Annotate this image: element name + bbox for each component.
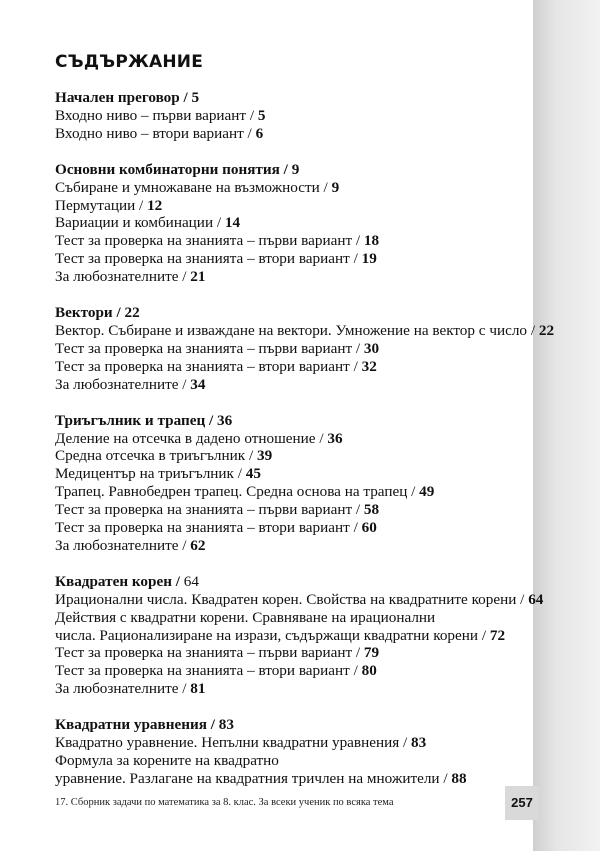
toc-entry-text: За любознателните (55, 268, 179, 286)
toc-entry-text: Тест за проверка на знанията – първи вариант (55, 501, 353, 519)
toc-entry-text: Тест за проверка на знанията – първи вариант (55, 339, 353, 357)
toc-entry-page: 62 (190, 536, 206, 554)
toc-entry-text: Тест за проверка на знанията – втори вариант (55, 519, 350, 537)
toc-entry-page: 60 (361, 519, 377, 537)
separator: / (439, 769, 452, 787)
toc-entry-page: 45 (245, 465, 261, 483)
section-title-line (55, 573, 555, 591)
toc-entry-text: Тест за проверка на знанията – втори вариант (55, 357, 350, 375)
separator: / (171, 572, 184, 590)
toc-entry-text: Ирационални числа. Квадратен корен. Свойства на квадратните корени (55, 590, 517, 608)
toc-entry (55, 447, 555, 465)
toc-entry-page: 72 (489, 626, 506, 644)
section-page-number: 83 (218, 716, 234, 734)
separator: / (246, 106, 258, 124)
toc-entry-text: Формула за корените на квадратно (55, 752, 279, 769)
section-title: Основни комбинаторни понятия (55, 160, 280, 178)
separator: / (112, 304, 125, 322)
toc-entry (55, 680, 555, 698)
toc-entry-text: Събиране и умножаване на възможности (55, 178, 320, 196)
section-page-number: 9 (291, 160, 300, 178)
separator: / (279, 160, 292, 178)
toc-entry-text: Трапец. Равнобедрен трапец. Средна основа на трапец (55, 483, 408, 501)
separator: / (478, 626, 490, 644)
separator: / (315, 429, 328, 447)
toc-entry-page: 88 (451, 769, 467, 787)
toc-entry (55, 197, 555, 215)
toc-entry-page: 12 (147, 196, 163, 214)
toc-entry-page: 81 (190, 680, 206, 698)
toc-entry-page: 36 (327, 429, 343, 447)
toc-entry (55, 501, 555, 519)
toc-entry (55, 644, 555, 662)
toc-entry-page: 14 (224, 214, 241, 232)
toc-entry-text: За любознателните (55, 680, 179, 698)
toc-entry-text: Тест за проверка на знанията – втори вариант (55, 662, 350, 680)
section-title: Квадратен корен (55, 572, 172, 590)
section-page-number: 22 (124, 304, 140, 322)
toc-entry-page: 83 (411, 734, 427, 752)
toc-entry (55, 465, 555, 483)
toc-entry-page: 32 (361, 357, 377, 375)
toc-section (55, 716, 555, 788)
separator: / (516, 590, 529, 608)
toc-entry (55, 519, 555, 537)
section-page-number: 5 (191, 89, 200, 106)
section-title-line (55, 412, 555, 430)
separator: / (178, 680, 191, 698)
toc-entry (55, 107, 555, 125)
separator: / (407, 483, 420, 501)
separator: / (352, 501, 364, 519)
toc-entry (55, 232, 555, 250)
toc-entry-text: За любознателните (55, 536, 179, 554)
page-title: СЪДЪРЖАНИЕ (55, 52, 204, 72)
section-title-line (55, 716, 555, 734)
toc-entry-page: 9 (331, 178, 340, 196)
toc-entry-text: Пермутации (55, 196, 136, 214)
toc-entry (55, 340, 555, 358)
separator: / (178, 536, 191, 554)
toc-entry (55, 537, 555, 555)
toc-entry (55, 268, 555, 286)
toc-entry-text: Деление на отсечка в дадено отношение (55, 429, 316, 447)
separator: / (527, 321, 539, 339)
toc-entry-text: Тест за проверка на знанията – първи вариант (55, 644, 353, 662)
section-title-line (55, 161, 555, 179)
separator: / (233, 465, 246, 483)
toc-entry (55, 483, 555, 501)
section-page-number: 64 (183, 572, 199, 590)
toc-section (55, 89, 555, 143)
toc-entry (55, 322, 555, 340)
toc-entry-page: 58 (363, 501, 380, 519)
page-number: 257 (511, 795, 533, 810)
toc-entry-text: Входно ниво – втори вариант (55, 124, 244, 142)
toc-entry (55, 376, 555, 394)
separator: / (349, 357, 362, 375)
section-title: Начален преговор (55, 89, 180, 106)
section-title: Квадратни уравнения (55, 716, 207, 734)
toc-entry-page: 80 (361, 662, 377, 680)
toc-section (55, 412, 555, 555)
table-of-contents (55, 89, 555, 806)
toc-entry (55, 214, 555, 232)
separator: / (205, 411, 218, 429)
toc-entry (55, 179, 555, 197)
toc-entry-page: 18 (363, 232, 380, 250)
toc-entry-text: уравнение. Разлагане на квадратния тричлен на множители (55, 769, 440, 787)
footer-text: 17. Сборник задачи по математика за 8. клас. За всеки ученик по всяка тема (55, 797, 394, 808)
separator: / (179, 89, 192, 106)
toc-entry (55, 591, 555, 609)
separator: / (178, 375, 191, 393)
toc-entry-text: Вариации и комбинации (55, 214, 214, 232)
toc-entry-page: 39 (256, 447, 273, 465)
toc-entry-text: Действия с квадратни корени. Сравняване на ирационални (55, 608, 436, 626)
separator: / (349, 519, 362, 537)
toc-entry-text: Средна отсечка в триъгълник (55, 447, 246, 465)
toc-entry-text: числа. Рационализиране на изрази, съдържащи квадратни корени (55, 626, 479, 644)
toc-entry (55, 430, 555, 448)
separator: / (319, 178, 332, 196)
toc-entry (55, 770, 555, 788)
toc-section (55, 304, 555, 394)
toc-entry-text: Медицентър на триъгълник (55, 465, 234, 483)
toc-entry (55, 627, 555, 645)
toc-entry-page: 22 (538, 321, 555, 339)
section-page-number: 36 (217, 411, 233, 429)
separator: / (178, 268, 191, 286)
toc-entry (55, 609, 555, 627)
toc-entry (55, 734, 555, 752)
separator: / (243, 124, 256, 142)
toc-entry-text: Тест за проверка на знанията – първи вариант (55, 232, 353, 250)
toc-entry-page: 21 (190, 268, 206, 286)
toc-section (55, 161, 555, 286)
toc-entry (55, 125, 555, 143)
separator: / (352, 339, 364, 357)
section-title: Триъгълник и трапец (55, 411, 206, 429)
toc-entry-page: 6 (255, 124, 264, 142)
toc-entry-text: Вектор. Събиране и изваждане на вектори. Умножение на вектор с число (55, 321, 528, 339)
toc-entry (55, 250, 555, 268)
toc-entry (55, 752, 555, 770)
toc-entry-text: Тест за проверка на знанията – втори вариант (55, 250, 350, 268)
separator: / (245, 447, 257, 465)
toc-entry-page: 19 (361, 250, 377, 268)
section-title-line (55, 304, 555, 322)
separator: / (349, 250, 362, 268)
toc-entry-page: 30 (363, 339, 380, 357)
separator: / (213, 214, 225, 232)
toc-entry-page: 5 (257, 106, 266, 124)
separator: / (206, 716, 219, 734)
section-title: Вектори (55, 304, 113, 322)
toc-entry-page: 49 (419, 483, 435, 501)
separator: / (135, 196, 148, 214)
section-title-line (55, 89, 555, 107)
toc-section (55, 573, 555, 698)
toc-entry-page: 34 (190, 375, 206, 393)
separator: / (352, 644, 364, 662)
toc-entry-page: 79 (363, 644, 380, 662)
toc-entry-text: Квадратно уравнение. Непълни квадратни уравнения (55, 734, 400, 752)
toc-entry-text: Входно ниво – първи вариант (55, 106, 247, 124)
toc-entry (55, 358, 555, 376)
separator: / (349, 662, 362, 680)
separator: / (399, 734, 412, 752)
toc-entry-page: 64 (528, 590, 544, 608)
separator: / (352, 232, 364, 250)
toc-entry (55, 662, 555, 680)
toc-entry-text: За любознателните (55, 375, 179, 393)
